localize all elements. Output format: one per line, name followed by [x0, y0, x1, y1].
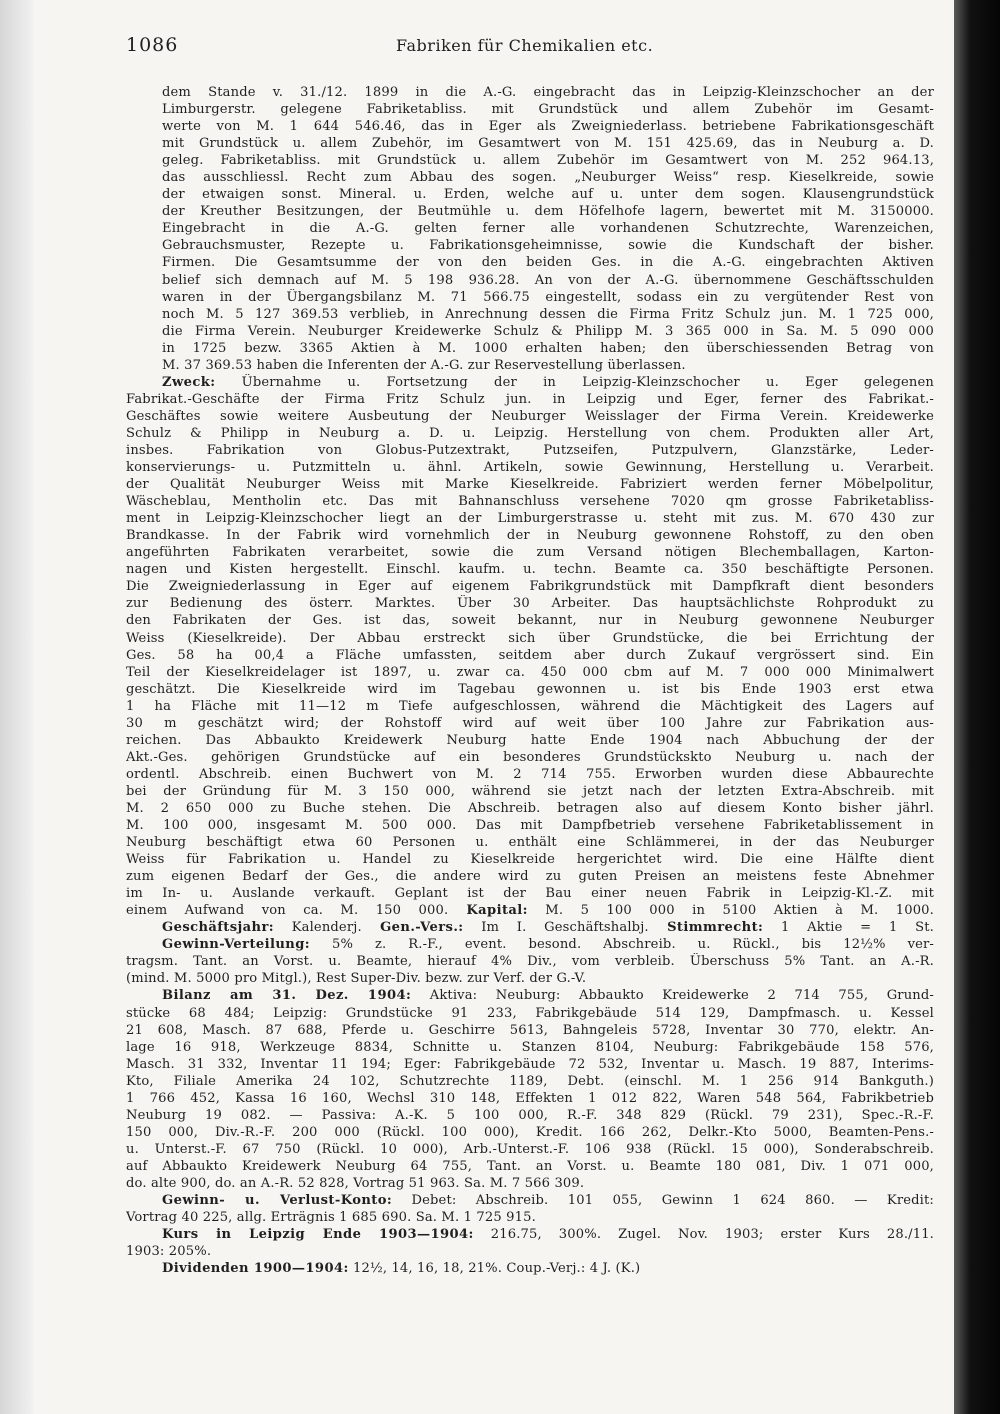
line-text: Wäscheblau, Mentholin etc. Das mit Bahnanschluss versehene 7020 qm grosse Fabriketabliss- — [126, 494, 934, 510]
section-keyword: Geschäftsjahr: — [162, 920, 274, 936]
line-text: 216.75, 300%. Zugel. Nov. 1903; erster Kurs 28./11. — [473, 1227, 934, 1243]
line-text: Übernahme u. Fortsetzung der in Leipzig-Kleinzschocher u. Eger gelegenen — [215, 374, 934, 390]
line-text: Firmen. Die Gesamtsumme der von den beiden Ges. in die A.-G. eingebrachten Aktiven — [162, 255, 934, 271]
text-line — [126, 493, 934, 510]
line-text: Fabrikat.-Geschäfte der Firma Fritz Schulz jun. in Leipzig und Eger, ferner des Fabrikat.- — [126, 391, 934, 407]
line-text: 1 Aktie = 1 St. — [763, 920, 934, 936]
line-text: waren in der Übergangsbilanz M. 71 566.75 eingestellt, sodass ein zu vergütender Rest von — [162, 289, 934, 305]
line-text: Eingebracht in die A.-G. gelten ferner alle vorhandenen Schutzrechte, Warenzeichen, — [162, 221, 934, 237]
text-line — [126, 340, 934, 357]
line-text: mit Grundstück u. allem Zubehör, im Gesamtwert von M. 151 425.69, das in Neuburg a. D. — [162, 136, 934, 152]
text-line — [126, 544, 934, 561]
text-line — [126, 936, 934, 953]
section-keyword: Gewinn-Verteilung: — [162, 937, 311, 953]
line-text: reichen. Das Abbaukto Kreidewerk Neuburg hatte Ende 1904 nach Abbuchung der der — [126, 732, 934, 748]
text-line — [126, 1073, 934, 1090]
text-line — [126, 186, 934, 203]
text-line — [126, 561, 934, 578]
section-keyword: Dividenden 1900—1904: — [162, 1261, 349, 1277]
line-text: M. 5 100 000 in 5100 Aktien à M. 1000. — [527, 903, 934, 919]
line-text: Neuburg beschäftigt etwa 60 Personen u. enthält eine Schlämmerei, in der das Neuburger — [126, 835, 934, 851]
text-line — [126, 715, 934, 732]
line-text: Im I. Geschäftshalbj. — [463, 920, 649, 936]
line-text: Ges. 58 ha 00,4 a Fläche umfassten, seitdem aber durch Zukauf vergrössert sind. Ein — [126, 647, 934, 663]
line-text: auf Abbaukto Kreidewerk Neuburg 64 755, Tant. an Vorst. u. Beamte 180 081, Div. 1 071 000, — [126, 1158, 934, 1174]
text-line — [126, 374, 934, 391]
section-keyword: Stimmrecht: — [648, 920, 764, 936]
text-line — [126, 902, 934, 919]
line-text: geleg. Fabriketabliss. mit Grundstück u. allem Zubehör im Gesamtwert von M. 252 964.13, — [162, 153, 934, 169]
line-text: M. 37 369.53 haben die Inferenten der A.-G. zur Reservestellung überlassen. — [162, 357, 686, 373]
line-text: angeführten Fabrikaten verarbeitet, sowie die zum Versand nötigen Blechemballagen, Karton- — [126, 545, 934, 561]
text-line — [126, 868, 934, 885]
text-line — [126, 1243, 934, 1260]
section-keyword: Bilanz am 31. Dez. 1904: — [162, 988, 412, 1004]
line-text: Aktiva: Neuburg: Abbaukto Kreidewerke 2 714 755, Grund- — [411, 988, 934, 1004]
section-keyword: Zweck: — [162, 374, 216, 390]
text-line — [126, 647, 934, 664]
text-line — [126, 1260, 934, 1277]
text-line — [126, 169, 934, 186]
line-text: das ausschliessl. Recht zum Abbau des sogen. „Neuburger Weiss“ resp. Kieselkreide, sowie — [162, 170, 934, 186]
line-text: Teil der Kieselkreidelager ist 1897, u. zwar ca. 450 000 cbm auf M. 7 000 000 Minimalwert — [126, 664, 934, 680]
line-text: u. Unterst.-F. 67 750 (Rückl. 10 000), Arb.-Unterst.-F. 106 938 (Rückl. 15 000), Sonderabschreib. — [126, 1141, 934, 1157]
text-line — [126, 1175, 934, 1192]
text-line — [126, 442, 934, 459]
text-line — [126, 220, 934, 237]
page-header — [126, 34, 946, 64]
text-line — [126, 766, 934, 783]
line-text: konservierungs- u. Putzmitteln u. ähnl. Artikeln, sowie Gewinnung, Herstellung u. Verarbeit. — [126, 460, 934, 476]
text-line — [126, 272, 934, 289]
text-line — [126, 1226, 934, 1243]
line-text: der Kreuther Besitzungen, der Beutmühle u. dem Höfelhofe lagern, bewertet mit M. 3150000. — [162, 204, 934, 220]
body-text — [126, 84, 934, 1277]
text-line — [126, 987, 934, 1004]
text-line — [126, 203, 934, 220]
line-text: die Firma Verein. Neuburger Kreidewerke Schulz & Philipp M. 3 365 000 in Sa. M. 5 090 000 — [162, 323, 934, 339]
line-text: Akt.-Ges. gehörigen Grundstücke auf ein besonderes Grundstückskto Neuburg u. nach der — [126, 749, 934, 765]
text-line — [126, 1124, 934, 1141]
text-line — [126, 510, 934, 527]
text-line — [126, 749, 934, 766]
line-text: M. 2 650 000 zu Buche stehen. Die Abschreib. betragen also auf diesem Konto bisher jährl. — [126, 800, 934, 816]
text-line — [126, 408, 934, 425]
line-text: Schulz & Philipp in Neuburg a. D. u. Leipzig. Herstellung von chem. Produkten aller Art, — [126, 425, 934, 441]
line-text: do. alte 900, do. an A.-R. 52 828, Vortrag 51 963. Sa. M. 7 566 309. — [126, 1176, 585, 1191]
line-text: (mind. M. 5000 pro Mitgl.), Rest Super-Div. bezw. zur Verf. der G.-V. — [126, 971, 587, 987]
page-number: 1086 — [126, 34, 179, 56]
text-line — [126, 664, 934, 681]
text-line — [126, 630, 934, 647]
line-text: Neuburg 19 082. — Passiva: A.-K. 5 100 000, R.-F. 348 829 (Rückl. 79 231), Spec.-R.-F. — [126, 1107, 934, 1123]
text-line — [126, 135, 934, 152]
text-line — [126, 681, 934, 698]
text-line — [126, 953, 934, 970]
text-line — [126, 595, 934, 612]
line-text: der Qualität Neuburger Weiss mit Marke Kieselkreide. Fabriziert werden ferner Möbelpolitur, — [126, 477, 934, 493]
line-text: 1 766 452, Kassa 16 160, Wechsl 310 148, Effekten 1 012 822, Waren 548 564, Fabrikbetrieb — [126, 1090, 934, 1106]
line-text: in 1725 bezw. 3365 Aktien à M. 1000 erhalten haben; den überschiessenden Betrag von — [162, 340, 934, 356]
text-line — [126, 254, 934, 271]
text-line — [126, 425, 934, 442]
text-line — [126, 834, 934, 851]
section-keyword: Gen.-Vers.: — [361, 920, 464, 936]
text-line — [126, 1209, 934, 1226]
text-line — [126, 118, 934, 135]
line-text: Debet: Abschreib. 101 055, Gewinn 1 624 860. — Kredit: — [392, 1193, 934, 1209]
line-text: zur Bedienung des österr. Marktes. Über 30 Arbeiter. Das hauptsächlichste Rohprodukt zu — [126, 596, 934, 612]
line-text: Die Zweigniederlassung in Eger auf eigenem Fabrikgrundstück mit Dampfkraft dient besonders — [126, 579, 934, 595]
line-text: dem Stande v. 31./12. 1899 in die A.-G. eingebracht das in Leipzig-Kleinzschocher an der — [162, 85, 934, 100]
section-keyword: Kapital: — [448, 903, 528, 919]
text-line — [126, 101, 934, 118]
line-text: im In- u. Auslande verkauft. Geplant ist der Bau einer neuen Fabrik in Leipzig-Kl.-Z. mit — [126, 886, 934, 902]
text-line — [126, 1090, 934, 1107]
line-text: 30 m geschätzt wird; der Rohstoff wird auf weit über 100 Jahre zur Fabrikation aus- — [126, 715, 934, 731]
running-title: Fabriken für Chemikalien etc. — [396, 36, 654, 55]
line-text: zum eigenen Bedarf der Ges., die andere wird zu guten Preisen an meistens feste Abnehmer — [126, 869, 934, 885]
line-text: Limburgerstr. gelegene Fabriketabliss. mit Grundstück und allem Zubehör im Gesamt- — [162, 102, 934, 118]
line-text: lage 16 918, Werkzeuge 8834, Schnitte u. Stanzen 8104, Neuburg: Fabrikgebäude 158 576, — [126, 1039, 934, 1055]
text-line — [126, 578, 934, 595]
line-text: ment in Leipzig-Kleinzschocher liegt an der Limburgerstrasse u. steht mit zus. M. 670 430 zur — [126, 511, 934, 527]
line-text: den Fabrikaten der Ges. ist das, soweit bekannt, nur in Neuburg gewonnene Neuburger — [126, 613, 934, 629]
text-line — [126, 1039, 934, 1056]
line-text: belief sich demnach auf M. 5 198 936.28. An von der A.-G. übernommene Geschäftsschulden — [162, 272, 934, 288]
line-text: 1 ha Fläche mit 11—12 m Tiefe aufgeschlossen, während die Mächtigkeit des Lagers auf — [126, 698, 934, 714]
line-text: insbes. Fabrikation von Globus-Putzextrakt, Putzseifen, Putzpulvern, Glanzstärke, Leder- — [126, 442, 934, 458]
text-line — [126, 970, 934, 987]
text-line — [126, 1005, 934, 1022]
line-text: 12½, 14, 16, 18, 21%. Coup.-Verj.: 4 J. (K.) — [348, 1261, 641, 1277]
text-line — [126, 732, 934, 749]
line-text: noch M. 5 127 369.53 verblieb, in Anrechnung dessen die Firma Fritz Schulz jun. M. 1 725 000, — [162, 306, 934, 322]
line-text: Masch. 31 332, Inventar 11 194; Eger: Fabrikgebäude 72 532, Inventar u. Masch. 19 887, Interims- — [126, 1056, 934, 1072]
text-line — [126, 698, 934, 715]
line-text: einem Aufwand von ca. M. 150 000. — [126, 903, 449, 919]
text-line — [126, 152, 934, 169]
text-line — [126, 1141, 934, 1158]
section-keyword: Gewinn- u. Verlust-Konto: — [162, 1193, 393, 1209]
line-text: Weiss (Kieselkreide). Der Abbau erstreckt sich über Grundstücke, die bei Errichtung der — [126, 630, 934, 646]
line-text: 21 608, Masch. 87 688, Pferde u. Geschirre 5613, Bahngeleis 5728, Inventar 30 770, elektr. An- — [126, 1022, 934, 1038]
line-text: Kalenderj. — [274, 920, 362, 936]
line-text: Gebrauchsmuster, Rezepte u. Fabrikationsgeheimnisse, sowie die Kundschaft der bisher. — [162, 238, 934, 254]
scan-right-shadow — [954, 0, 1000, 1414]
text-line — [126, 237, 934, 254]
line-text: werte von M. 1 644 546.46, das in Eger als Zweigniederlass. betriebene Fabrikationsgeschäft — [162, 119, 934, 135]
text-line — [126, 800, 934, 817]
line-text: nagen und Kisten hergestellt. Einschl. kaufm. u. techn. Beamte ca. 350 beschäftigte Personen. — [126, 562, 934, 578]
text-line — [126, 1158, 934, 1175]
text-line — [126, 1107, 934, 1124]
text-line — [126, 289, 934, 306]
text-line — [126, 84, 934, 101]
text-line — [126, 612, 934, 629]
text-line — [126, 323, 934, 340]
line-text: 150 000, Div.-R.-F. 200 000 (Rückl. 100 000), Kredit. 166 262, Delkr.-Kto 5000, Beamten-Pens.- — [126, 1124, 934, 1140]
line-text: tragsm. Tant. an Vorst. u. Beamte, hierauf 4% Div., vom verbleib. Überschuss 5% Tant. an A.-R. — [126, 954, 934, 970]
scan-left-margin — [0, 0, 34, 1414]
section-keyword: Kurs in Leipzig Ende 1903—1904: — [162, 1227, 474, 1243]
text-line — [126, 459, 934, 476]
line-text: ordentl. Abschreib. einen Buchwert von M. 2 714 755. Erworben wurden diese Abbaurechte — [126, 766, 934, 782]
line-text: der etwaigen sonst. Mineral. u. Erden, welche auf u. unter dem sogen. Klausengrundstück — [162, 187, 934, 203]
line-text: geschätzt. Die Kieselkreide wird im Tagebau gewonnen u. ist bis Ende 1903 erst etwa — [126, 681, 934, 697]
line-text: stücke 68 484; Leipzig: Grundstücke 91 233, Fabrikgebäude 514 129, Dampfmasch. u. Kessel — [126, 1005, 934, 1021]
text-line — [126, 391, 934, 408]
text-line — [126, 885, 934, 902]
text-line — [126, 817, 934, 834]
line-text: M. 100 000, insgesamt M. 500 000. Das mit Dampfbetrieb versehene Fabriketablissement in — [126, 818, 934, 834]
line-text: 5% z. R.-F., event. besond. Abschreib. u. Rückl., bis 12½% ver- — [310, 937, 934, 953]
text-line — [126, 1056, 934, 1073]
line-text: bei der Gründung für M. 3 150 000, während sie jetzt nach der letzten Extra-Abschreib. mit — [126, 783, 934, 799]
text-line — [126, 306, 934, 323]
text-line — [126, 919, 934, 936]
text-line — [126, 476, 934, 493]
text-line — [126, 527, 934, 544]
text-line — [126, 1192, 934, 1209]
line-text: Vortrag 40 225, allg. Erträgnis 1 685 690. Sa. M. 1 725 915. — [126, 1210, 536, 1226]
text-line — [126, 357, 934, 374]
line-text: Kto, Filiale Amerika 24 102, Schutzrechte 1189, Debt. (einschl. M. 1 256 914 Bankguth.) — [126, 1073, 934, 1089]
line-text: Weiss für Fabrikation u. Handel zu Kieselkreide hergerichtet wird. Die eine Hälfte dient — [126, 852, 934, 868]
line-text: Brandkasse. In der Fabrik wird vornehmlich der in Neuburg gewonnene Rohstoff, zu den oben — [126, 528, 934, 544]
text-line — [126, 783, 934, 800]
text-line — [126, 851, 934, 868]
text-line — [126, 1022, 934, 1039]
line-text: Geschäftes sowie weitere Ausbeutung der Neuburger Weisslager der Firma Verein. Kreidewerke — [126, 408, 934, 424]
line-text: 1903: 205%. — [126, 1244, 212, 1260]
